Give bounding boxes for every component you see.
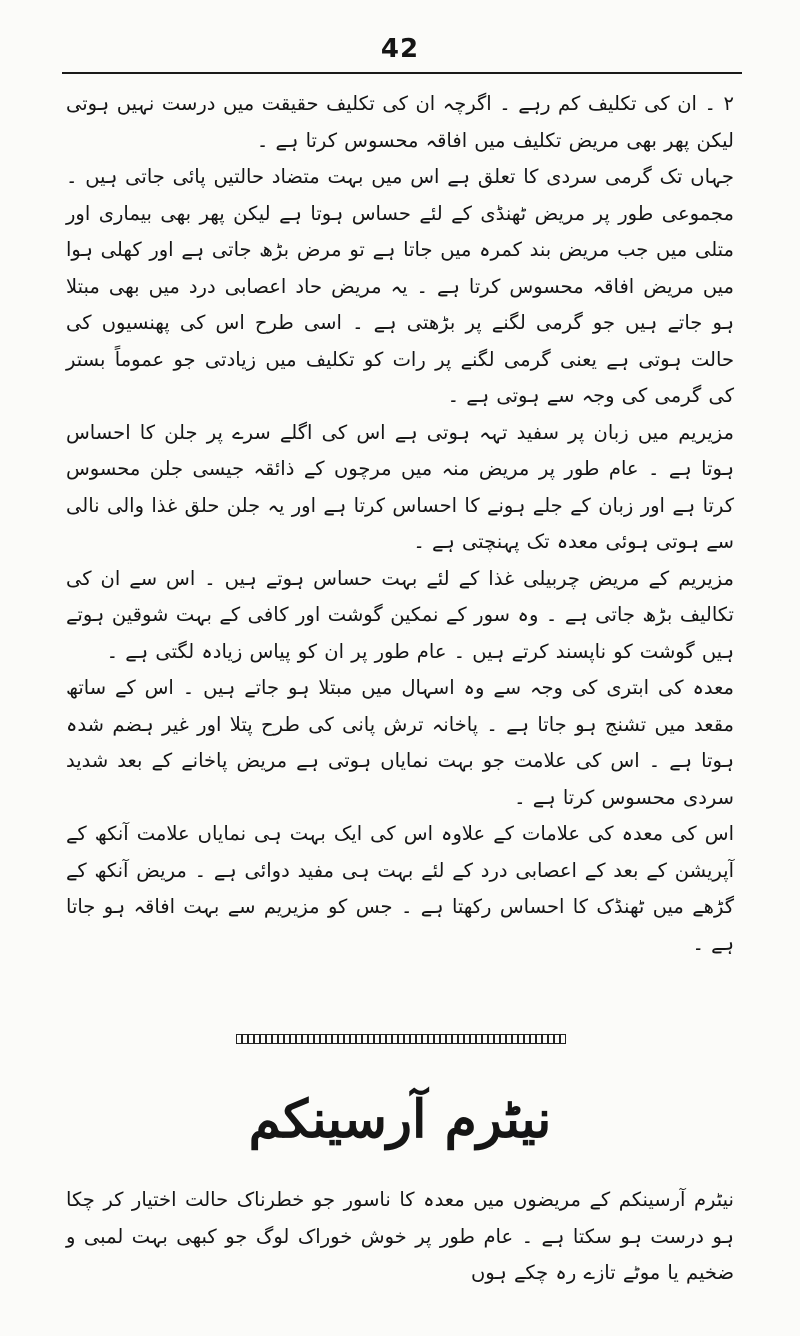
section-heading: نیٹرم آرسینکم [248, 1089, 552, 1150]
paragraph: معدہ کی ابتری کی وجہ سے وہ اسہال میں مبتلا ہو جاتے ہیں ۔ اس کے ساتھ مقعد میں تشنج ہو جاتا ہے ۔ پاخانہ ترش پانی کی طرح پتلا اور غیر ہضم شدہ ہوتا ہے ۔ اس کی علامت جو بہت نمایاں ہوتی ہے مریض پاخانے کے بعد شدید سردی محسوس کرتا ہے ۔ [66, 676, 734, 809]
paragraph: مزیریم کے مریض چربیلی غذا کے لئے بہت حساس ہوتے ہیں ۔ اس سے ان کی تکالیف بڑھ جاتی ہے ۔ وہ سور کے نمکین گوشت اور کافی کے بہت شوقین ہوتے ہیں گوشت کو ناپسند کرتے ہیں ۔ عام طور پر ان کو پیاس زیادہ لگتی ہے ۔ [66, 566, 734, 663]
paragraph: ۲ ۔ ان کی تکلیف کم رہے ۔ اگرچہ ان کی تکلیف حقیقت میں درست نہیں ہوتی لیکن پھر بھی مریض تکلیف میں افاقہ محسوس کرتا ہے ۔ [66, 92, 734, 152]
section-1-body [66, 86, 734, 962]
paragraph: اس کی معدہ کی علامات کے علاوہ اس کی ایک بہت ہی نمایاں علامت آنکھ کے آپریشن کے بعد کے اعصابی درد کے لئے بہت ہی مفید دوائی ہے ۔ مریض آنکھ کے گڑھے میں ٹھنڈک کا احساس رکھتا ہے ۔ جس کو مزیریم سے بہت افاقہ ہو جاتا ہے ۔ [66, 822, 734, 955]
ornamental-divider [236, 1034, 566, 1044]
paragraph: جہاں تک گرمی سردی کا تعلق ہے اس میں بہت متضاد حالتیں پائی جاتی ہیں ۔ مجموعی طور پر مریض ٹھنڈی کے لئے حساس ہوتا ہے لیکن پھر بھی بیماری اور متلی میں جب مریض بند کمرہ میں جاتا ہے تو مرض بڑھ جاتی ہے اور کھلی ہوا میں مریض افاقہ محسوس کرتا ہے ۔ یہ مریض حاد اعصابی درد میں بھی مبتلا ہو جاتے ہیں جو گرمی لگنے پر بڑھتی ہے ۔ اسی طرح اس کی پھنسیوں کی حالت ہوتی ہے یعنی گرمی لگنے پر رات کو تکلیف میں زیادتی جو عموماً بستر کی گرمی کی وجہ سے ہوتی ہے ۔ [66, 165, 734, 407]
page-number: 42 [380, 34, 420, 64]
section-2-body [66, 1182, 734, 1292]
header-rule [62, 72, 742, 74]
paragraph: مزیریم میں زبان پر سفید تہہ ہوتی ہے اس کی اگلے سرے پر جلن کا احساس ہوتا ہے ۔ عام طور پر مریض منہ میں مرچوں کے ذائقہ جیسی جلن محسوس کرتا ہے اور زبان کے جلے ہونے کا احساس کرتا ہے اور یہ جلن حلق غذا والی نالی سے ہوتی ہوئی معدہ تک پہنچتی ہے ۔ [66, 420, 734, 553]
paragraph: نیٹرم آرسینکم کے مریضوں میں معدہ کا ناسور جو خطرناک حالت اختیار کر چکا ہو درست ہو سکتا ہے ۔ عام طور پر خوش خوراک لوگ جو کبھی بہت لمبی و ضخیم یا موٹے تازے رہ چکے ہوں [66, 1188, 734, 1284]
